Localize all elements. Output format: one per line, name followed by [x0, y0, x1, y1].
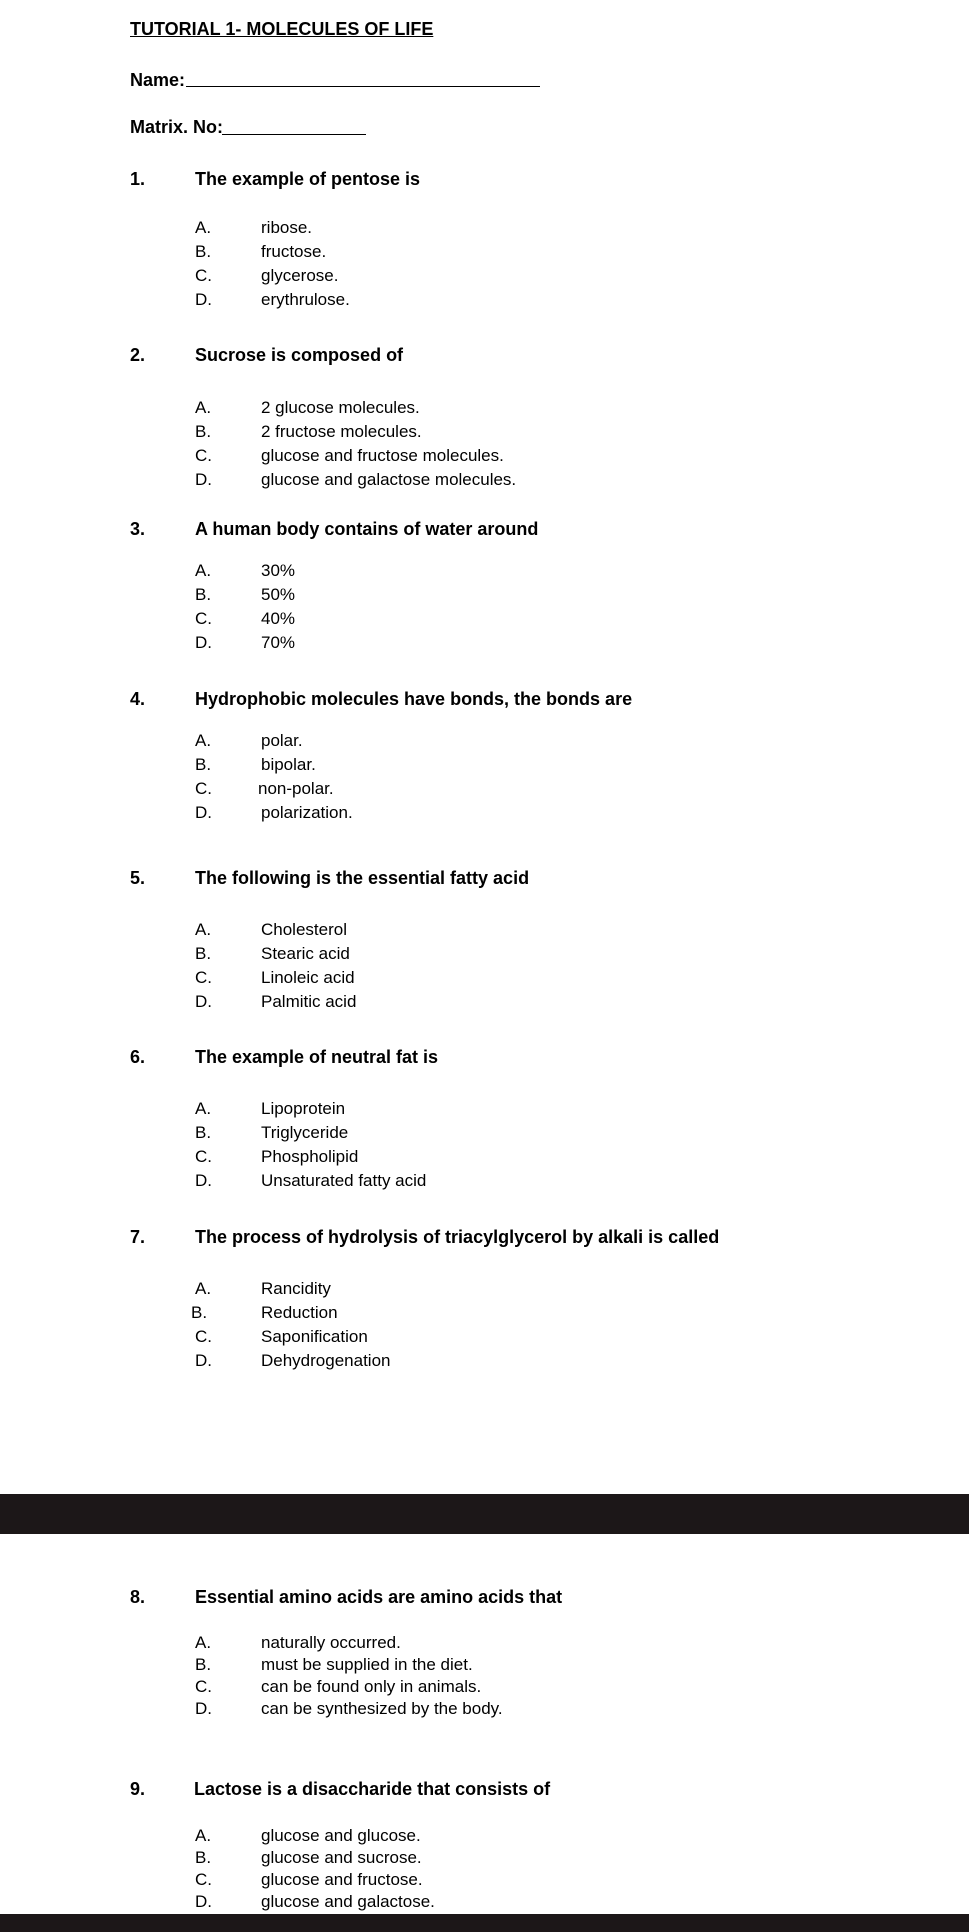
option-text: 50% — [261, 585, 296, 604]
option-letter: A. — [195, 1826, 212, 1845]
option-letter: A. — [195, 1633, 212, 1652]
option-text: ribose. — [261, 218, 313, 237]
question-number: 2. — [130, 345, 146, 365]
option-letter: C. — [195, 1677, 212, 1696]
question-text: Lactose is a disaccharide that consists of — [194, 1779, 551, 1799]
option-text: glycerose. — [261, 266, 339, 285]
option-text: Stearic acid — [261, 944, 350, 963]
option-text: Linoleic acid — [261, 968, 355, 987]
matrix-number-blank-line[interactable] — [222, 134, 366, 135]
question-number: 9. — [130, 1779, 146, 1799]
option-text: 40% — [261, 609, 296, 628]
question-number: 1. — [130, 169, 146, 189]
question-number: 5. — [130, 868, 146, 888]
page-title: TUTORIAL 1- MOLECULES OF LIFE — [130, 19, 434, 39]
option-letter: B. — [195, 755, 212, 774]
option-letter: B. — [195, 422, 212, 441]
option-letter: C. — [195, 1147, 212, 1166]
option-text: Dehydrogenation — [261, 1351, 391, 1370]
option-text: Reduction — [261, 1303, 338, 1322]
question-number: 7. — [130, 1227, 146, 1247]
question-number: 8. — [130, 1587, 146, 1607]
option-letter: B. — [195, 944, 212, 963]
option-text: Triglyceride — [261, 1123, 349, 1142]
question-text: The process of hydrolysis of triacylglycerol by alkali is called — [195, 1227, 720, 1247]
option-text: erythrulose. — [261, 290, 350, 309]
option-letter: B. — [195, 585, 212, 604]
option-text: Rancidity — [261, 1279, 331, 1298]
question-text: The example of pentose is — [195, 169, 421, 189]
option-letter: D. — [195, 992, 212, 1011]
option-letter: B. — [195, 1655, 212, 1674]
question-text: The example of neutral fat is — [195, 1047, 439, 1067]
option-text: Saponification — [261, 1327, 368, 1346]
option-letter: D. — [195, 633, 212, 652]
option-text: Palmitic acid — [261, 992, 357, 1011]
option-text: Lipoprotein — [261, 1099, 346, 1118]
option-letter: C. — [195, 446, 212, 465]
option-text: polarization. — [261, 803, 353, 822]
question-number: 3. — [130, 519, 146, 539]
question-number: 4. — [130, 689, 146, 709]
option-letter: A. — [195, 561, 212, 580]
option-letter: D. — [195, 1699, 212, 1718]
option-letter: D. — [195, 1351, 212, 1370]
option-text: can be synthesized by the body. — [261, 1699, 503, 1718]
name-blank-line[interactable] — [186, 86, 540, 87]
option-text: glucose and glucose. — [261, 1826, 421, 1845]
option-letter: C. — [195, 779, 212, 798]
option-letter: C. — [195, 1870, 212, 1889]
question-text: The following is the essential fatty acid — [195, 868, 530, 888]
option-text: non-polar. — [258, 779, 334, 798]
option-text: 30% — [261, 561, 296, 580]
option-letter: B. — [195, 1123, 212, 1142]
page-break-band — [0, 1494, 969, 1534]
option-letter: C. — [195, 266, 212, 285]
option-letter: D. — [195, 803, 212, 822]
option-letter: C. — [195, 968, 212, 987]
option-text: Cholesterol — [261, 920, 347, 939]
option-text: bipolar. — [261, 755, 316, 774]
option-text: glucose and fructose. — [261, 1870, 423, 1889]
option-text: 70% — [261, 633, 296, 652]
name-label: Name: — [130, 70, 186, 90]
option-letter: B. — [195, 242, 212, 261]
option-text: glucose and galactose molecules. — [261, 470, 517, 489]
option-text: glucose and sucrose. — [261, 1848, 422, 1867]
question-text: A human body contains of water around — [195, 519, 539, 539]
option-text: Phospholipid — [261, 1147, 359, 1166]
option-text: glucose and fructose molecules. — [261, 446, 504, 465]
matrix-number-label: Matrix. No: — [130, 117, 224, 137]
option-letter: A. — [195, 731, 212, 750]
option-letter: B. — [191, 1303, 208, 1322]
option-letter: A. — [195, 398, 212, 417]
question-text: Hydrophobic molecules have bonds, the bonds are — [195, 689, 633, 709]
option-text: polar. — [261, 731, 303, 750]
question-text: Essential amino acids are amino acids that — [195, 1587, 563, 1607]
option-letter: D. — [195, 1171, 212, 1190]
option-text: 2 glucose molecules. — [261, 398, 420, 417]
option-text: glucose and galactose. — [261, 1892, 435, 1911]
option-text: can be found only in animals. — [261, 1677, 482, 1696]
option-letter: A. — [195, 1099, 212, 1118]
option-text: naturally occurred. — [261, 1633, 401, 1652]
question-number: 6. — [130, 1047, 146, 1067]
option-letter: A. — [195, 920, 212, 939]
option-text: must be supplied in the diet. — [261, 1655, 473, 1674]
page-break-band-bottom — [0, 1914, 969, 1932]
option-letter: A. — [195, 218, 212, 237]
option-letter: B. — [195, 1848, 212, 1867]
question-text: Sucrose is composed of — [195, 345, 404, 365]
option-text: Unsaturated fatty acid — [261, 1171, 427, 1190]
option-letter: C. — [195, 1327, 212, 1346]
option-letter: D. — [195, 470, 212, 489]
option-letter: C. — [195, 609, 212, 628]
option-text: fructose. — [261, 242, 327, 261]
option-letter: A. — [195, 1279, 212, 1298]
option-text: 2 fructose molecules. — [261, 422, 422, 441]
option-letter: D. — [195, 290, 212, 309]
option-letter: D. — [195, 1892, 212, 1911]
